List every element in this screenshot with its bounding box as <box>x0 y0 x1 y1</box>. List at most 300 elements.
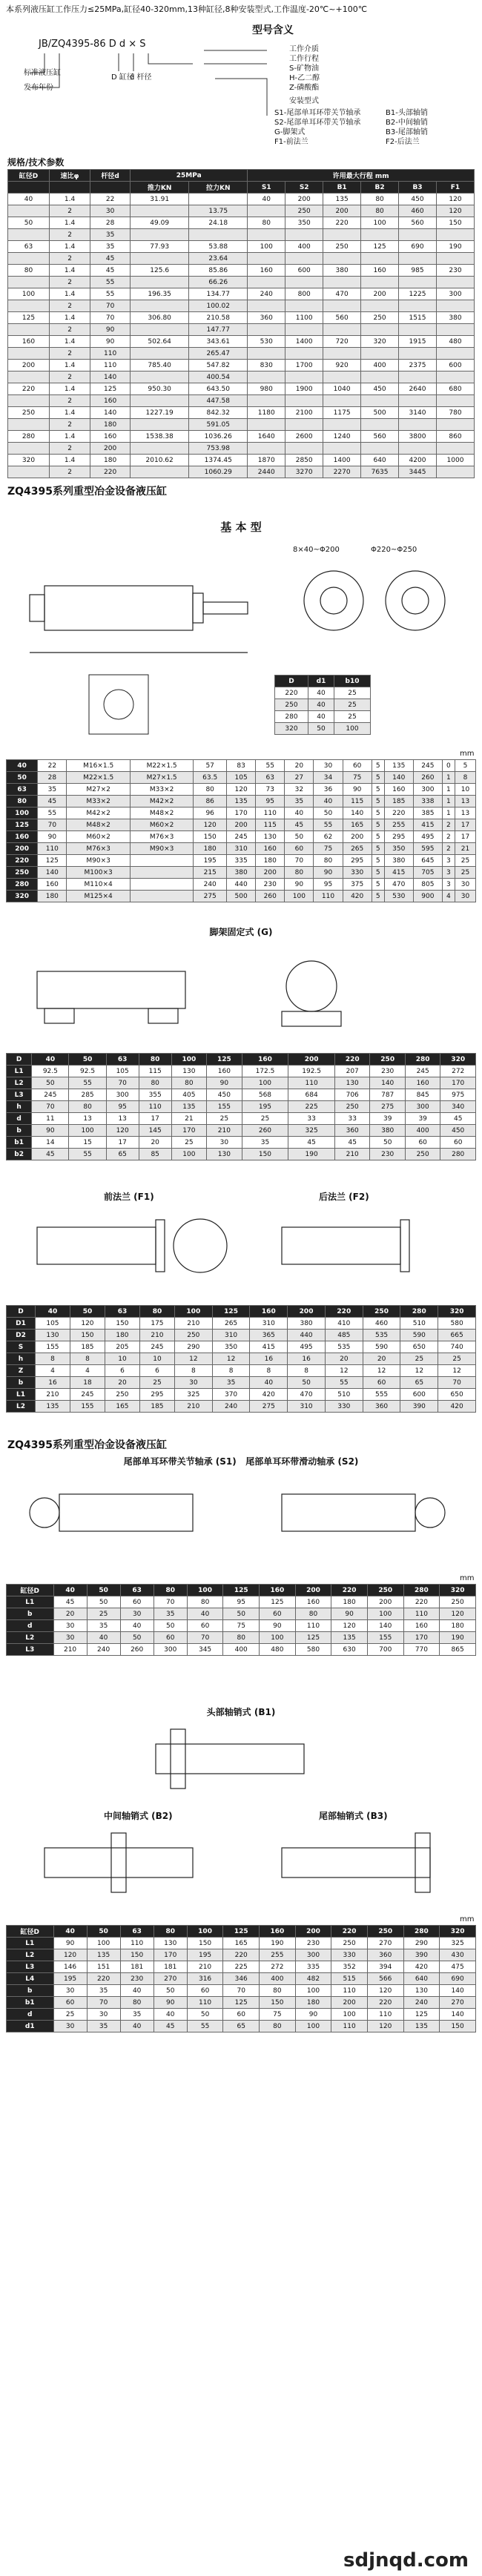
dim-cell: 35 <box>38 784 67 796</box>
trun-cell: 230 <box>295 1938 331 1949</box>
spec-col-b3: B3 <box>399 182 437 194</box>
trun-cell: 220 <box>87 1973 120 1985</box>
foot-cell: 300 <box>106 1089 139 1101</box>
dim-cell: 530 <box>384 891 413 902</box>
foot-cell: 272 <box>440 1066 476 1077</box>
trun-row <box>7 2021 476 2032</box>
flange-cell: 535 <box>325 1341 363 1353</box>
dim-cell: 50 <box>314 808 343 819</box>
spec-cell <box>248 443 285 455</box>
flange-header: 80 <box>139 1306 174 1318</box>
ear-row <box>7 1620 476 1632</box>
foot-row <box>7 1101 476 1113</box>
dim-cell: 1 <box>442 784 455 796</box>
dim-cell: 5 <box>372 796 384 808</box>
spec-cell: 200 <box>285 194 323 205</box>
flange-cell: 185 <box>70 1341 105 1353</box>
spec-cell <box>8 253 50 265</box>
spec-cell: 1400 <box>323 455 361 466</box>
spec-body <box>8 194 475 478</box>
front-flange-title: 前法兰 (F1) <box>104 1192 154 1202</box>
foot-cell: 130 <box>334 1077 369 1089</box>
spec-cell <box>8 300 50 312</box>
dim-cell: 73 <box>256 784 285 796</box>
label-stroke: 工作行程 <box>289 55 319 63</box>
flange-cell: 555 <box>363 1389 400 1401</box>
dim-cell: 30 <box>314 760 343 772</box>
dim-cell: 45 <box>285 819 314 831</box>
flange-row <box>7 1377 476 1389</box>
trun-cell: 30 <box>53 1985 87 1997</box>
dim-cell: 130 <box>256 831 285 843</box>
foot-cell: 92.5 <box>32 1066 69 1077</box>
trun-cell: 90 <box>53 1938 87 1949</box>
series-banner-1: ZQ4395系列重型冶金设备液压缸 <box>7 486 168 498</box>
small-cell: 250 <box>275 699 308 711</box>
dim-cell: M125×4 <box>67 891 130 902</box>
mount-s2: S2-尾部单耳环带关节轴承 <box>274 119 361 127</box>
spec-cell <box>285 419 323 431</box>
dim-cell: M90×3 <box>130 843 193 855</box>
ear-cell: 210 <box>53 1644 87 1656</box>
spec-cell <box>131 253 189 265</box>
flange-cell: 120 <box>70 1318 105 1330</box>
foot-body <box>7 1066 476 1160</box>
spec-cell: 560 <box>361 431 399 443</box>
spec-cell: 1.4 <box>50 360 90 371</box>
dim-cell: 5 <box>372 855 384 867</box>
spec-row <box>8 288 475 300</box>
dim-cell: 13 <box>455 796 475 808</box>
foot-cell: 150 <box>242 1149 288 1160</box>
spec-cell: 70 <box>90 300 131 312</box>
trun-cell: d <box>7 2009 54 2021</box>
trun-cell: 120 <box>367 2021 403 2032</box>
flange-header: 220 <box>325 1306 363 1318</box>
small-table-wrap <box>274 675 371 735</box>
ear-cell: 630 <box>331 1644 368 1656</box>
flange-cell: 210 <box>139 1330 174 1341</box>
label-bore: D 缸径 <box>111 73 134 82</box>
small-cell: 40 <box>308 711 334 723</box>
mount-s1: S1-尾部单耳环带关节轴承 <box>274 109 361 117</box>
ear-table-wrap <box>6 1584 476 1656</box>
ear-cell: 110 <box>295 1620 331 1632</box>
spec-cell: 230 <box>436 265 474 277</box>
dim-cell: 25 <box>455 855 475 867</box>
foot-cell: 95 <box>106 1101 139 1113</box>
dim-cell: 5 <box>372 772 384 784</box>
dim-row <box>7 772 476 784</box>
dim-cell: 100 <box>7 808 38 819</box>
dim-cell: 30 <box>455 879 475 891</box>
ear-cell: 90 <box>260 1620 296 1632</box>
ear-cell: 80 <box>295 1608 331 1620</box>
spec-cell <box>436 443 474 455</box>
dim-cell: 63 <box>256 772 285 784</box>
flange-cell: 8 <box>250 1365 288 1377</box>
spec-cell <box>248 205 285 217</box>
trun-cell: 170 <box>153 1949 187 1961</box>
ear-cell: 80 <box>223 1632 260 1644</box>
spec-cell <box>248 395 285 407</box>
dim-cell: 105 <box>227 772 256 784</box>
trun-cell: 640 <box>403 1973 440 1985</box>
flange-cell: 420 <box>250 1389 288 1401</box>
ear-title <box>0 1455 482 1467</box>
spec-cell: 160 <box>8 336 50 348</box>
ear-cell: 770 <box>403 1644 440 1656</box>
dim-cell: 380 <box>227 867 256 879</box>
trun-cell: b1 <box>7 1997 54 2009</box>
small-table <box>274 675 371 735</box>
trun-cell: 225 <box>223 1961 260 1973</box>
spec-cell: 100.02 <box>189 300 248 312</box>
trun-cell: 270 <box>440 1997 476 2009</box>
ear-drawing <box>15 1472 467 1568</box>
flange-cell: 70 <box>438 1377 476 1389</box>
spec-cell: 250 <box>323 241 361 253</box>
foot-title: 脚架固定式 (G) <box>209 927 273 937</box>
trun-cell: 110 <box>331 2021 368 2032</box>
dim-cell: 70 <box>38 819 67 831</box>
spec-cell: 125.6 <box>131 265 189 277</box>
spec-cell <box>399 371 437 383</box>
spec-col-stroke: 许用最大行程 mm <box>248 170 475 182</box>
flange-header: 50 <box>70 1306 105 1318</box>
foot-header: 40 <box>32 1054 69 1066</box>
spec-row <box>8 229 475 241</box>
flange-cell: D2 <box>7 1330 36 1341</box>
spec-cell <box>248 324 285 336</box>
dim-cell: 500 <box>227 891 256 902</box>
dim-cell: 255 <box>384 819 413 831</box>
spec-cell: 560 <box>399 217 437 229</box>
ear-cell: 100 <box>260 1632 296 1644</box>
trun-cell: 55 <box>187 2021 223 2032</box>
ear-header: 125 <box>223 1585 260 1596</box>
flange-drawing <box>15 1205 467 1294</box>
trun-cell: 180 <box>295 1997 331 2009</box>
flange-cell: 205 <box>105 1341 139 1353</box>
dim-cell: 115 <box>256 819 285 831</box>
spec-cell: 45 <box>90 265 131 277</box>
spec-cell <box>285 348 323 360</box>
spec-cell: 160 <box>361 265 399 277</box>
dim-cell: 95 <box>256 796 285 808</box>
trun-cell: 100 <box>295 1985 331 1997</box>
small-col-b10: b10 <box>334 676 371 687</box>
dim-cell: 295 <box>343 855 372 867</box>
spec-cell <box>285 443 323 455</box>
spec-cell: 350 <box>285 217 323 229</box>
flange-cell: 12 <box>400 1365 438 1377</box>
flange-row <box>7 1365 476 1377</box>
flange-cell: 60 <box>363 1377 400 1389</box>
flange-cell: 250 <box>105 1389 139 1401</box>
spec-cell: 55 <box>90 277 131 288</box>
mid-rear-trunnion-drawing <box>15 1826 467 1907</box>
dim-cell: 160 <box>256 843 285 855</box>
spec-cell: 640 <box>361 455 399 466</box>
small-cell: 40 <box>308 687 334 699</box>
spec-cell <box>131 277 189 288</box>
spec-col-d: 缸径D <box>8 170 50 182</box>
trun-header: 280 <box>403 1926 440 1938</box>
dim-cell: 30 <box>455 891 475 902</box>
trun-cell: 325 <box>440 1938 476 1949</box>
spec-cell: 1000 <box>436 455 474 466</box>
foot-cell: 155 <box>207 1101 242 1113</box>
foot-cell: 135 <box>171 1101 206 1113</box>
spec-cell: 2640 <box>399 383 437 395</box>
spec-cell <box>285 324 323 336</box>
spec-cell: 1538.38 <box>131 431 189 443</box>
spec-row <box>8 300 475 312</box>
spec-cell: 1.4 <box>50 407 90 419</box>
foot-cell: 45 <box>32 1149 69 1160</box>
ear-cell: 50 <box>223 1608 260 1620</box>
spec-cell <box>131 466 189 478</box>
dim-cell: 35 <box>285 796 314 808</box>
flange-cell: 155 <box>35 1341 70 1353</box>
spec-cell: 400 <box>361 360 399 371</box>
spec-cell: 1515 <box>399 312 437 324</box>
trun-cell: 45 <box>153 2021 187 2032</box>
spec-row <box>8 371 475 383</box>
flange-cell: 16 <box>288 1353 326 1365</box>
dim-cell: 80 <box>7 796 38 808</box>
spec-cell: 35 <box>90 229 131 241</box>
foot-table-wrap <box>6 1053 476 1160</box>
flange-header: 280 <box>400 1306 438 1318</box>
spec-cell <box>436 229 474 241</box>
spec-cell <box>323 300 361 312</box>
ear-cell: 220 <box>403 1596 440 1608</box>
spec-cell: 547.82 <box>189 360 248 371</box>
trun-cell: 100 <box>295 2021 331 2032</box>
spec-cell: 447.58 <box>189 395 248 407</box>
dim-cell: 900 <box>413 891 442 902</box>
ear-cell: 135 <box>331 1632 368 1644</box>
trun-cell: L3 <box>7 1961 54 1973</box>
spec-row <box>8 443 475 455</box>
foot-header: 80 <box>139 1054 171 1066</box>
spec-row <box>8 466 475 478</box>
trun-cell: 390 <box>403 1949 440 1961</box>
foot-cell: h <box>7 1101 32 1113</box>
small-row <box>275 687 371 699</box>
dim-cell: 17 <box>455 819 475 831</box>
spec-cell <box>399 419 437 431</box>
trun-cell: 210 <box>187 1961 223 1973</box>
spec-cell: 80 <box>361 205 399 217</box>
dim-cell: 90 <box>343 784 372 796</box>
trun-cell: 135 <box>87 1949 120 1961</box>
foot-cell: 45 <box>288 1137 335 1149</box>
small-cell: 25 <box>334 699 371 711</box>
ear-cell: 30 <box>53 1620 87 1632</box>
spec-cell <box>131 395 189 407</box>
dim-cell: M100×3 <box>67 867 130 879</box>
dim-cell: 90 <box>285 879 314 891</box>
trun-cell: 300 <box>295 1949 331 1961</box>
foot-cell: 340 <box>440 1101 476 1113</box>
spec-col-ratio: 速比φ <box>50 170 90 182</box>
flange-cell: 210 <box>174 1318 212 1330</box>
head-trunnion-drawing <box>111 1722 371 1796</box>
ear-cell: 60 <box>260 1608 296 1620</box>
foot-cell: 80 <box>69 1101 106 1113</box>
foot-cell: 400 <box>405 1125 440 1137</box>
spec-cell: 250 <box>285 205 323 217</box>
spec-cell <box>323 324 361 336</box>
spec-cell: 2 <box>50 348 90 360</box>
dim-cell: 215 <box>194 867 227 879</box>
foot-cell: 975 <box>440 1089 476 1101</box>
spec-cell: 3270 <box>285 466 323 478</box>
foot-cell: 50 <box>32 1077 69 1089</box>
spec-cell: 1.4 <box>50 383 90 395</box>
trun-cell: 150 <box>120 1949 153 1961</box>
flange-cell: 20 <box>105 1377 139 1389</box>
spec-col-pull: 拉力KN <box>189 182 248 194</box>
dim-cell: 200 <box>343 831 372 843</box>
dim-cell: 115 <box>343 796 372 808</box>
ear-cell: 700 <box>367 1644 403 1656</box>
flange-cell: 185 <box>139 1401 174 1413</box>
ear-header: 80 <box>153 1585 187 1596</box>
trun-cell: 394 <box>367 1961 403 1973</box>
label-phosphate: Z-磷酸酯 <box>289 84 320 92</box>
flange-header: 160 <box>250 1306 288 1318</box>
dim-cell: 1 <box>442 772 455 784</box>
model-title: 型号含义 <box>252 24 294 36</box>
foot-cell: 170 <box>440 1077 476 1089</box>
dim-cell: M22×1.5 <box>130 760 193 772</box>
trun-cell: 70 <box>87 1997 120 2009</box>
flange-cell: 275 <box>250 1401 288 1413</box>
dim-cell: 21 <box>455 843 475 855</box>
spec-cell: 360 <box>248 312 285 324</box>
dim-cell: M16×1.5 <box>67 760 130 772</box>
spec-row <box>8 431 475 443</box>
trun-cell: 40 <box>153 2009 187 2021</box>
spec-cell <box>436 348 474 360</box>
spec-cell <box>399 277 437 288</box>
ear-header: 100 <box>187 1585 223 1596</box>
spec-cell: 100 <box>248 241 285 253</box>
ear-cell: 120 <box>440 1608 476 1620</box>
dim-cell: M60×2 <box>130 819 193 831</box>
dim-row <box>7 784 476 796</box>
spec-cell: 1.4 <box>50 194 90 205</box>
flange-cell: 130 <box>35 1330 70 1341</box>
spec-col-b2: B2 <box>361 182 399 194</box>
flange-cell: 650 <box>400 1341 438 1353</box>
spec-cell: 1870 <box>248 455 285 466</box>
dim-cell: 705 <box>413 867 442 879</box>
flange-cell: 250 <box>174 1330 212 1341</box>
small-row <box>275 699 371 711</box>
dim-cell: 240 <box>194 879 227 891</box>
rear-trunnion-title: 尾部轴销式 (B3) <box>319 1811 388 1821</box>
trun-table <box>6 1925 476 2032</box>
dim-cell: 245 <box>413 760 442 772</box>
flange-header: 100 <box>174 1306 212 1318</box>
dim-cell: 200 <box>7 843 38 855</box>
dim-cell: 140 <box>343 808 372 819</box>
trun-header: 200 <box>295 1926 331 1938</box>
spec-cell <box>248 229 285 241</box>
trun-cell: 60 <box>53 1997 87 2009</box>
spec-cell: 306.80 <box>131 312 189 324</box>
small-cell: 25 <box>334 711 371 723</box>
dim-cell: 0 <box>442 760 455 772</box>
flange-cell: 55 <box>325 1377 363 1389</box>
dim-row <box>7 760 476 772</box>
spec-cell <box>323 229 361 241</box>
spec-row <box>8 324 475 336</box>
dim-cell: 3 <box>442 879 455 891</box>
dim-cell: 310 <box>227 843 256 855</box>
spec-cell: 40 <box>8 194 50 205</box>
foot-cell: 80 <box>139 1077 171 1089</box>
spec-cell <box>131 348 189 360</box>
dim-cell: 338 <box>413 796 442 808</box>
dim-cell: M48×2 <box>130 808 193 819</box>
foot-header: 100 <box>171 1054 206 1066</box>
foot-cell: b1 <box>7 1137 32 1149</box>
ear-header: 280 <box>403 1585 440 1596</box>
dim-cell: 70 <box>285 855 314 867</box>
model-code: JB/ZQ4395-86 D d × S <box>39 39 146 50</box>
mount-b2: B2-中间轴销 <box>386 119 428 127</box>
trun-cell: b <box>7 1985 54 1997</box>
foot-cell: b2 <box>7 1149 32 1160</box>
ear-header: 40 <box>53 1585 87 1596</box>
dim-cell: 805 <box>413 879 442 891</box>
foot-cell: 39 <box>405 1113 440 1125</box>
trun-cell: 35 <box>87 1985 120 1997</box>
flange-cell: 8 <box>174 1365 212 1377</box>
flange-cell: 440 <box>288 1330 326 1341</box>
spec-cell: 785.40 <box>131 360 189 371</box>
dim-cell: 63.5 <box>194 772 227 784</box>
foot-cell: 100 <box>69 1125 106 1137</box>
foot-cell: 230 <box>370 1149 405 1160</box>
spec-cell <box>131 205 189 217</box>
dim-cell: 90 <box>38 831 67 843</box>
ear-row <box>7 1632 476 1644</box>
spec-cell: 90 <box>90 324 131 336</box>
foot-header: 63 <box>106 1054 139 1066</box>
angle-label-1: 8×40~Φ200 <box>293 546 340 554</box>
dim-cell: 440 <box>227 879 256 891</box>
spec-cell: 135 <box>323 194 361 205</box>
mount-list <box>274 108 482 147</box>
spec-cell: 753.98 <box>189 443 248 455</box>
dim-cell: 62 <box>314 831 343 843</box>
ear-header: 320 <box>440 1585 476 1596</box>
dim-cell <box>130 867 193 879</box>
dim-cell: 110 <box>38 843 67 855</box>
spec-cell: 470 <box>323 288 361 300</box>
flange-header: 250 <box>363 1306 400 1318</box>
trun-cell: 35 <box>120 2009 153 2021</box>
foot-cell: 17 <box>106 1137 139 1149</box>
spec-cell: 1400 <box>285 336 323 348</box>
